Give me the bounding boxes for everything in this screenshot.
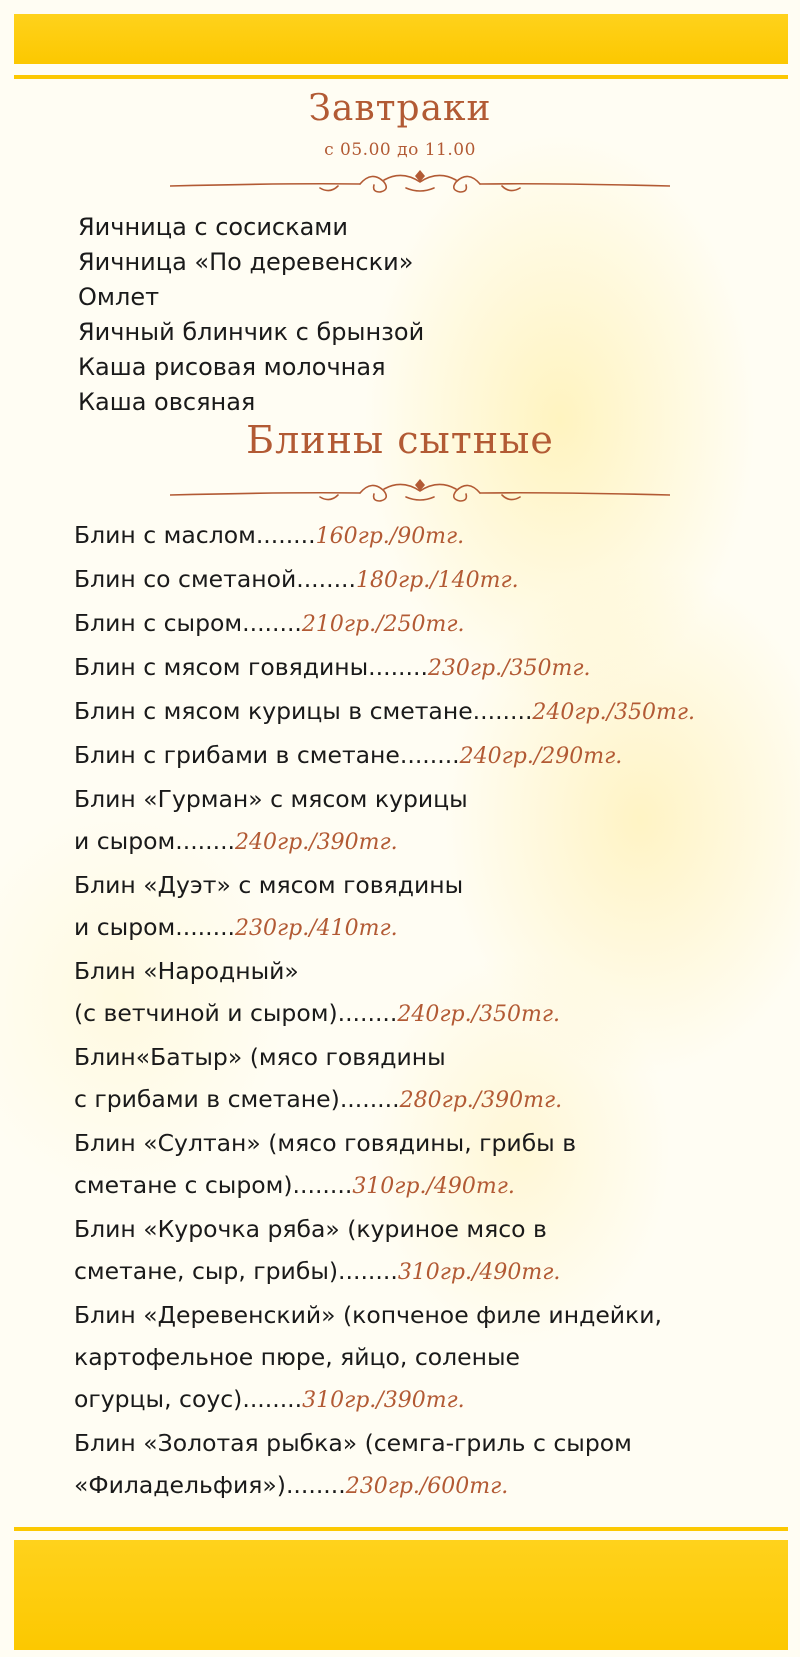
price: 240гр./290тг.	[459, 744, 623, 769]
top-yellow-band	[14, 14, 788, 64]
price: 280гр./390тг.	[399, 1088, 563, 1113]
menu-item-line: Блин «Гурман» с мясом курицы	[74, 785, 468, 813]
menu-item-line: и сыром........240гр./390тг.	[74, 827, 398, 855]
menu-item-line: «Филадельфия»)........230гр./600тг.	[74, 1471, 509, 1499]
menu-item-line: и сыром........230гр./410тг.	[74, 913, 398, 941]
price: 210гр./250тг.	[301, 612, 465, 637]
menu-item-line: огурцы, соус)........310гр./390тг.	[74, 1385, 465, 1413]
menu-item-line: Блин «Деревенский» (копченое филе индейки,	[74, 1301, 662, 1329]
menu-item-line: сметане с сыром)........310гр./490тг.	[74, 1171, 515, 1199]
menu-item-line: Блин«Батыр» (мясо говядины	[74, 1043, 446, 1071]
pancakes-title: Блины сытные	[246, 418, 554, 462]
price: 230гр./600тг.	[345, 1474, 509, 1499]
price: 230гр./410тг.	[235, 916, 398, 941]
menu-item-line: Блин «Дуэт» с мясом говядины	[74, 871, 464, 899]
menu-item: Блин с сыром........210гр./250тг.	[74, 609, 465, 637]
breakfast-hours: с 05.00 до 11.00	[324, 140, 476, 160]
ornament-divider	[170, 475, 670, 505]
price: 160гр./90тг.	[315, 524, 465, 549]
list-item: Каша рисовая молочная	[78, 353, 386, 381]
menu-item-line: (с ветчиной и сыром)........240гр./350тг.	[74, 999, 560, 1027]
price: 240гр./350тг.	[397, 1002, 560, 1027]
menu-item-line: Блин «Султан» (мясо говядины, грибы в	[74, 1129, 577, 1157]
menu-item-line: картофельное пюре, яйцо, соленые	[74, 1343, 521, 1371]
menu-item: Блин с грибами в сметане........240гр./290тг.	[74, 741, 623, 769]
menu-item-line: с грибами в сметане)........280гр./390тг.	[74, 1085, 563, 1113]
list-item: Яичница с сосисками	[78, 213, 349, 241]
price: 230гр./350тг.	[427, 656, 591, 681]
ornament-divider	[170, 166, 670, 196]
price: 180гр./140тг.	[356, 568, 519, 593]
bottom-stripe	[14, 1527, 788, 1531]
list-item: Каша овсяная	[78, 388, 256, 416]
price: 310гр./490тг.	[397, 1260, 561, 1285]
top-stripe	[14, 75, 788, 79]
menu-item-line: Блин «Курочка ряба» (куриное мясо в	[74, 1215, 547, 1243]
list-item: Яичница «По деревенски»	[78, 248, 414, 276]
price: 310гр./390тг.	[302, 1388, 465, 1413]
list-item: Омлет	[78, 283, 160, 311]
bottom-yellow-band	[14, 1540, 788, 1650]
menu-item-line: сметане, сыр, грибы)........310гр./490тг.	[74, 1257, 561, 1285]
menu-item-line: Блин «Золотая рыбка» (семга-гриль с сыром	[74, 1429, 632, 1457]
breakfast-title: Завтраки	[308, 88, 492, 129]
menu-item: Блин с маслом........160гр./90тг.	[74, 521, 465, 549]
list-item: Яичный блинчик с брынзой	[78, 318, 425, 346]
menu-item: Блин с мясом курицы в сметане........240гр./350тг.	[74, 697, 695, 725]
menu-item: Блин со сметаной........180гр./140тг.	[74, 565, 519, 593]
price: 240гр./390тг.	[235, 830, 398, 855]
price: 310гр./490тг.	[352, 1174, 515, 1199]
menu-item: Блин с мясом говядины........230гр./350тг.	[74, 653, 591, 681]
breakfast-list	[78, 210, 424, 420]
price: 240гр./350тг.	[532, 700, 695, 725]
pancake-list	[74, 514, 695, 1508]
menu-item-line: Блин «Народный»	[74, 957, 299, 985]
